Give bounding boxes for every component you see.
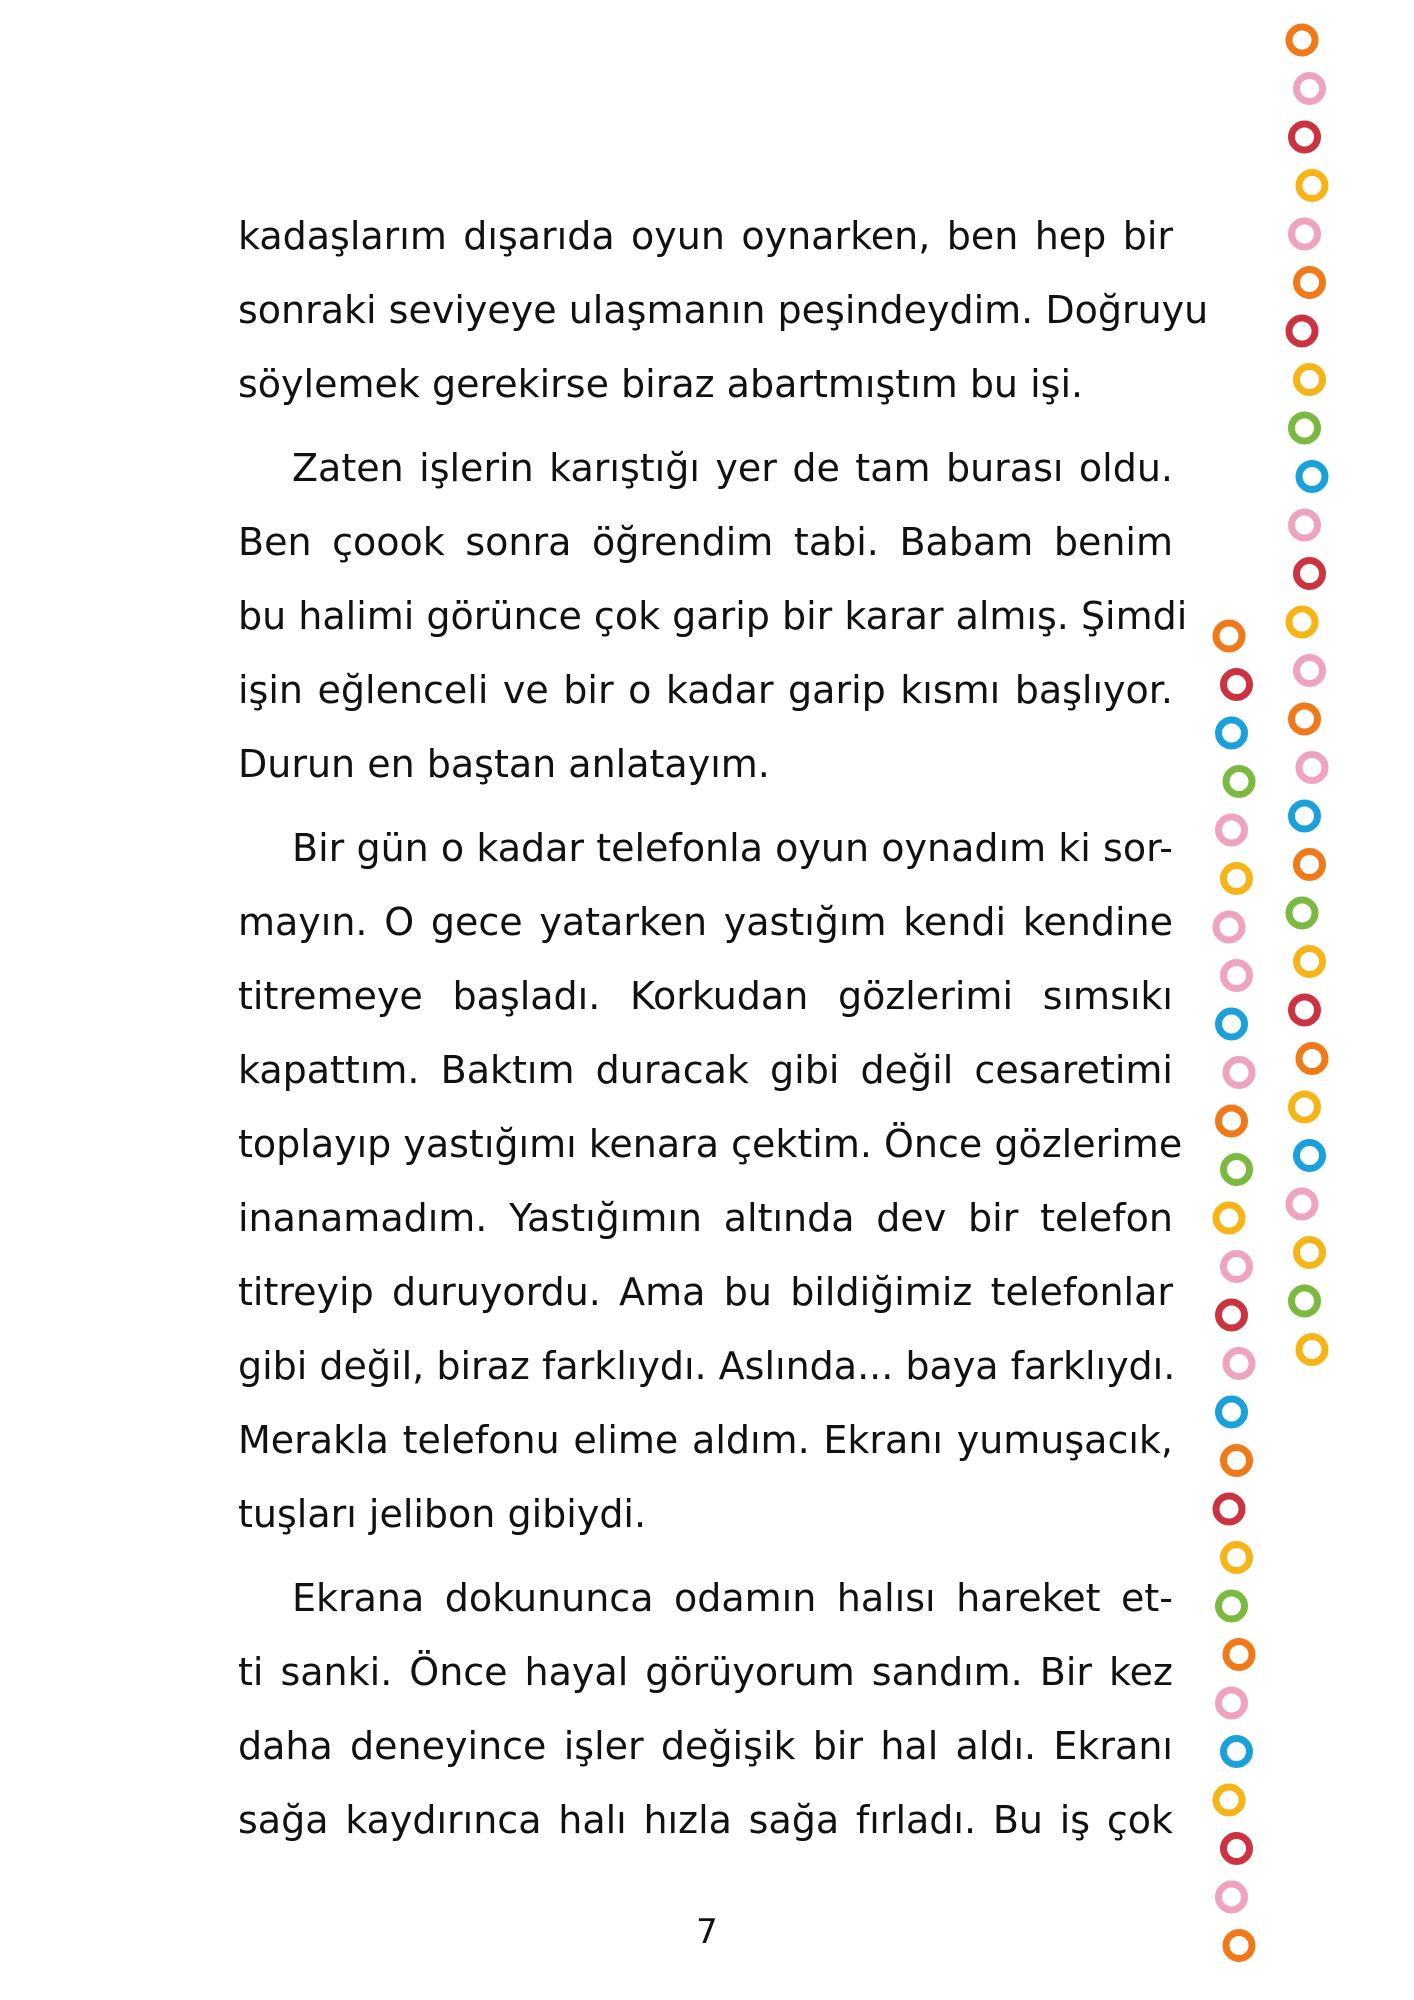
ring-outer — [1299, 755, 1325, 781]
paragraph — [238, 431, 1188, 801]
ring-inner — [1224, 963, 1250, 989]
text-line: inanamadım. Yastığımın altında dev bir telefon — [238, 1196, 1173, 1240]
text-line: sonraki seviyeye ulaşmanın peşindeydim. Doğruyu — [238, 288, 1209, 332]
ring-outer — [1292, 124, 1318, 150]
ring-inner — [1219, 1884, 1245, 1910]
ring-inner — [1219, 720, 1245, 746]
text-line: ti sanki. Önce hayal görüyorum sandım. Bir kez — [238, 1650, 1173, 1694]
ring-inner — [1219, 1593, 1245, 1619]
text-line: Ekrana dokununca odamın halısı hareket et- — [292, 1576, 1173, 1620]
ring-outer — [1289, 27, 1315, 53]
ring-outer — [1297, 561, 1323, 587]
ring-inner — [1224, 1157, 1250, 1183]
text-line: titremeye başladı. Korkudan gözlerimi sımsıkı — [238, 974, 1173, 1018]
text-line: Merakla telefonu elime aldım. Ekranı yumuşacık, — [238, 1418, 1173, 1462]
ring-inner — [1219, 1011, 1245, 1037]
text-line: daha deneyince işler değişik bir hal aldı. Ekranı — [238, 1724, 1173, 1768]
text-line: bu halimi görünce çok garip bir karar almış. Şimdi — [238, 594, 1188, 638]
text-line: tuşları jelibon gibiydi. — [238, 1492, 647, 1536]
ring-outer — [1292, 415, 1318, 441]
text-line: Ben çoook sonra öğrendim tabi. Babam benim — [238, 520, 1173, 564]
paragraph — [238, 1561, 1173, 1857]
ring-inner — [1224, 866, 1250, 892]
paragraph — [238, 199, 1209, 421]
paragraph — [238, 811, 1183, 1551]
ring-outer — [1292, 706, 1318, 732]
ring-outer — [1292, 1094, 1318, 1120]
ring-outer — [1292, 803, 1318, 829]
text-line: Bir gün o kadar telefonla oyun oynadım ki sor- — [292, 826, 1173, 870]
ring-inner — [1224, 1448, 1250, 1474]
ring-inner — [1219, 1302, 1245, 1328]
ring-outer — [1292, 1288, 1318, 1314]
text-line: Zaten işlerin karıştığı yer de tam burası oldu. — [292, 446, 1173, 490]
ring-outer — [1289, 609, 1315, 635]
ring-inner — [1224, 1254, 1250, 1280]
ring-inner — [1216, 1787, 1242, 1813]
ring-outer — [1289, 1191, 1315, 1217]
ring-inner — [1219, 817, 1245, 843]
ring-outer — [1297, 1143, 1323, 1169]
text-line: kadaşlarım dışarıda oyun oynarken, ben hep bir — [238, 214, 1173, 258]
ring-outer — [1289, 318, 1315, 344]
ring-outer — [1299, 1046, 1325, 1072]
ring-outer — [1292, 997, 1318, 1023]
ring-inner — [1226, 769, 1252, 795]
ring-inner — [1226, 1351, 1252, 1377]
ring-inner — [1226, 1060, 1252, 1086]
ring-inner — [1216, 1205, 1242, 1231]
ring-outer — [1299, 464, 1325, 490]
ring-inner — [1224, 1836, 1250, 1862]
text-line: sağa kaydırınca halı hızla sağa fırladı. Bu iş çok — [238, 1798, 1173, 1842]
text-line: söylemek gerekirse biraz abartmıştım bu işi. — [238, 362, 1084, 406]
ring-outer — [1297, 852, 1323, 878]
ring-inner — [1216, 914, 1242, 940]
text-line: gibi değil, biraz farklıydı. Aslında... baya farklıydı. — [238, 1344, 1176, 1388]
ring-outer — [1297, 949, 1323, 975]
ring-outer — [1297, 658, 1323, 684]
ring-inner — [1219, 1108, 1245, 1134]
ring-outer — [1289, 900, 1315, 926]
ring-outer — [1299, 1337, 1325, 1363]
ring-outer — [1297, 367, 1323, 393]
text-line: mayın. O gece yatarken yastığım kendi kendine — [238, 900, 1173, 944]
ring-inner — [1216, 1496, 1242, 1522]
ring-inner — [1226, 1642, 1252, 1668]
ring-inner — [1219, 1690, 1245, 1716]
ring-outer — [1297, 76, 1323, 102]
text-line: Durun en baştan anlatayım. — [238, 742, 770, 786]
ring-outer — [1292, 221, 1318, 247]
body-text — [238, 199, 1209, 1867]
ring-outer — [1299, 173, 1325, 199]
ring-outer — [1297, 270, 1323, 296]
ring-inner — [1224, 672, 1250, 698]
text-line: kapattım. Baktım duracak gibi değil cesaretimi — [238, 1048, 1173, 1092]
ring-inner — [1224, 1545, 1250, 1571]
text-line: titreyip duruyordu. Ama bu bildiğimiz telefonlar — [238, 1270, 1173, 1314]
ring-inner — [1216, 623, 1242, 649]
page-number: 7 — [696, 1912, 718, 1952]
text-line: toplayıp yastığımı kenara çektim. Önce gözlerime — [238, 1122, 1183, 1166]
ring-inner — [1219, 1399, 1245, 1425]
ring-inner — [1224, 1739, 1250, 1765]
ring-outer — [1297, 1240, 1323, 1266]
text-line: işin eğlenceli ve bir o kadar garip kısmı başlıyor. — [238, 668, 1173, 712]
ring-outer — [1292, 512, 1318, 538]
